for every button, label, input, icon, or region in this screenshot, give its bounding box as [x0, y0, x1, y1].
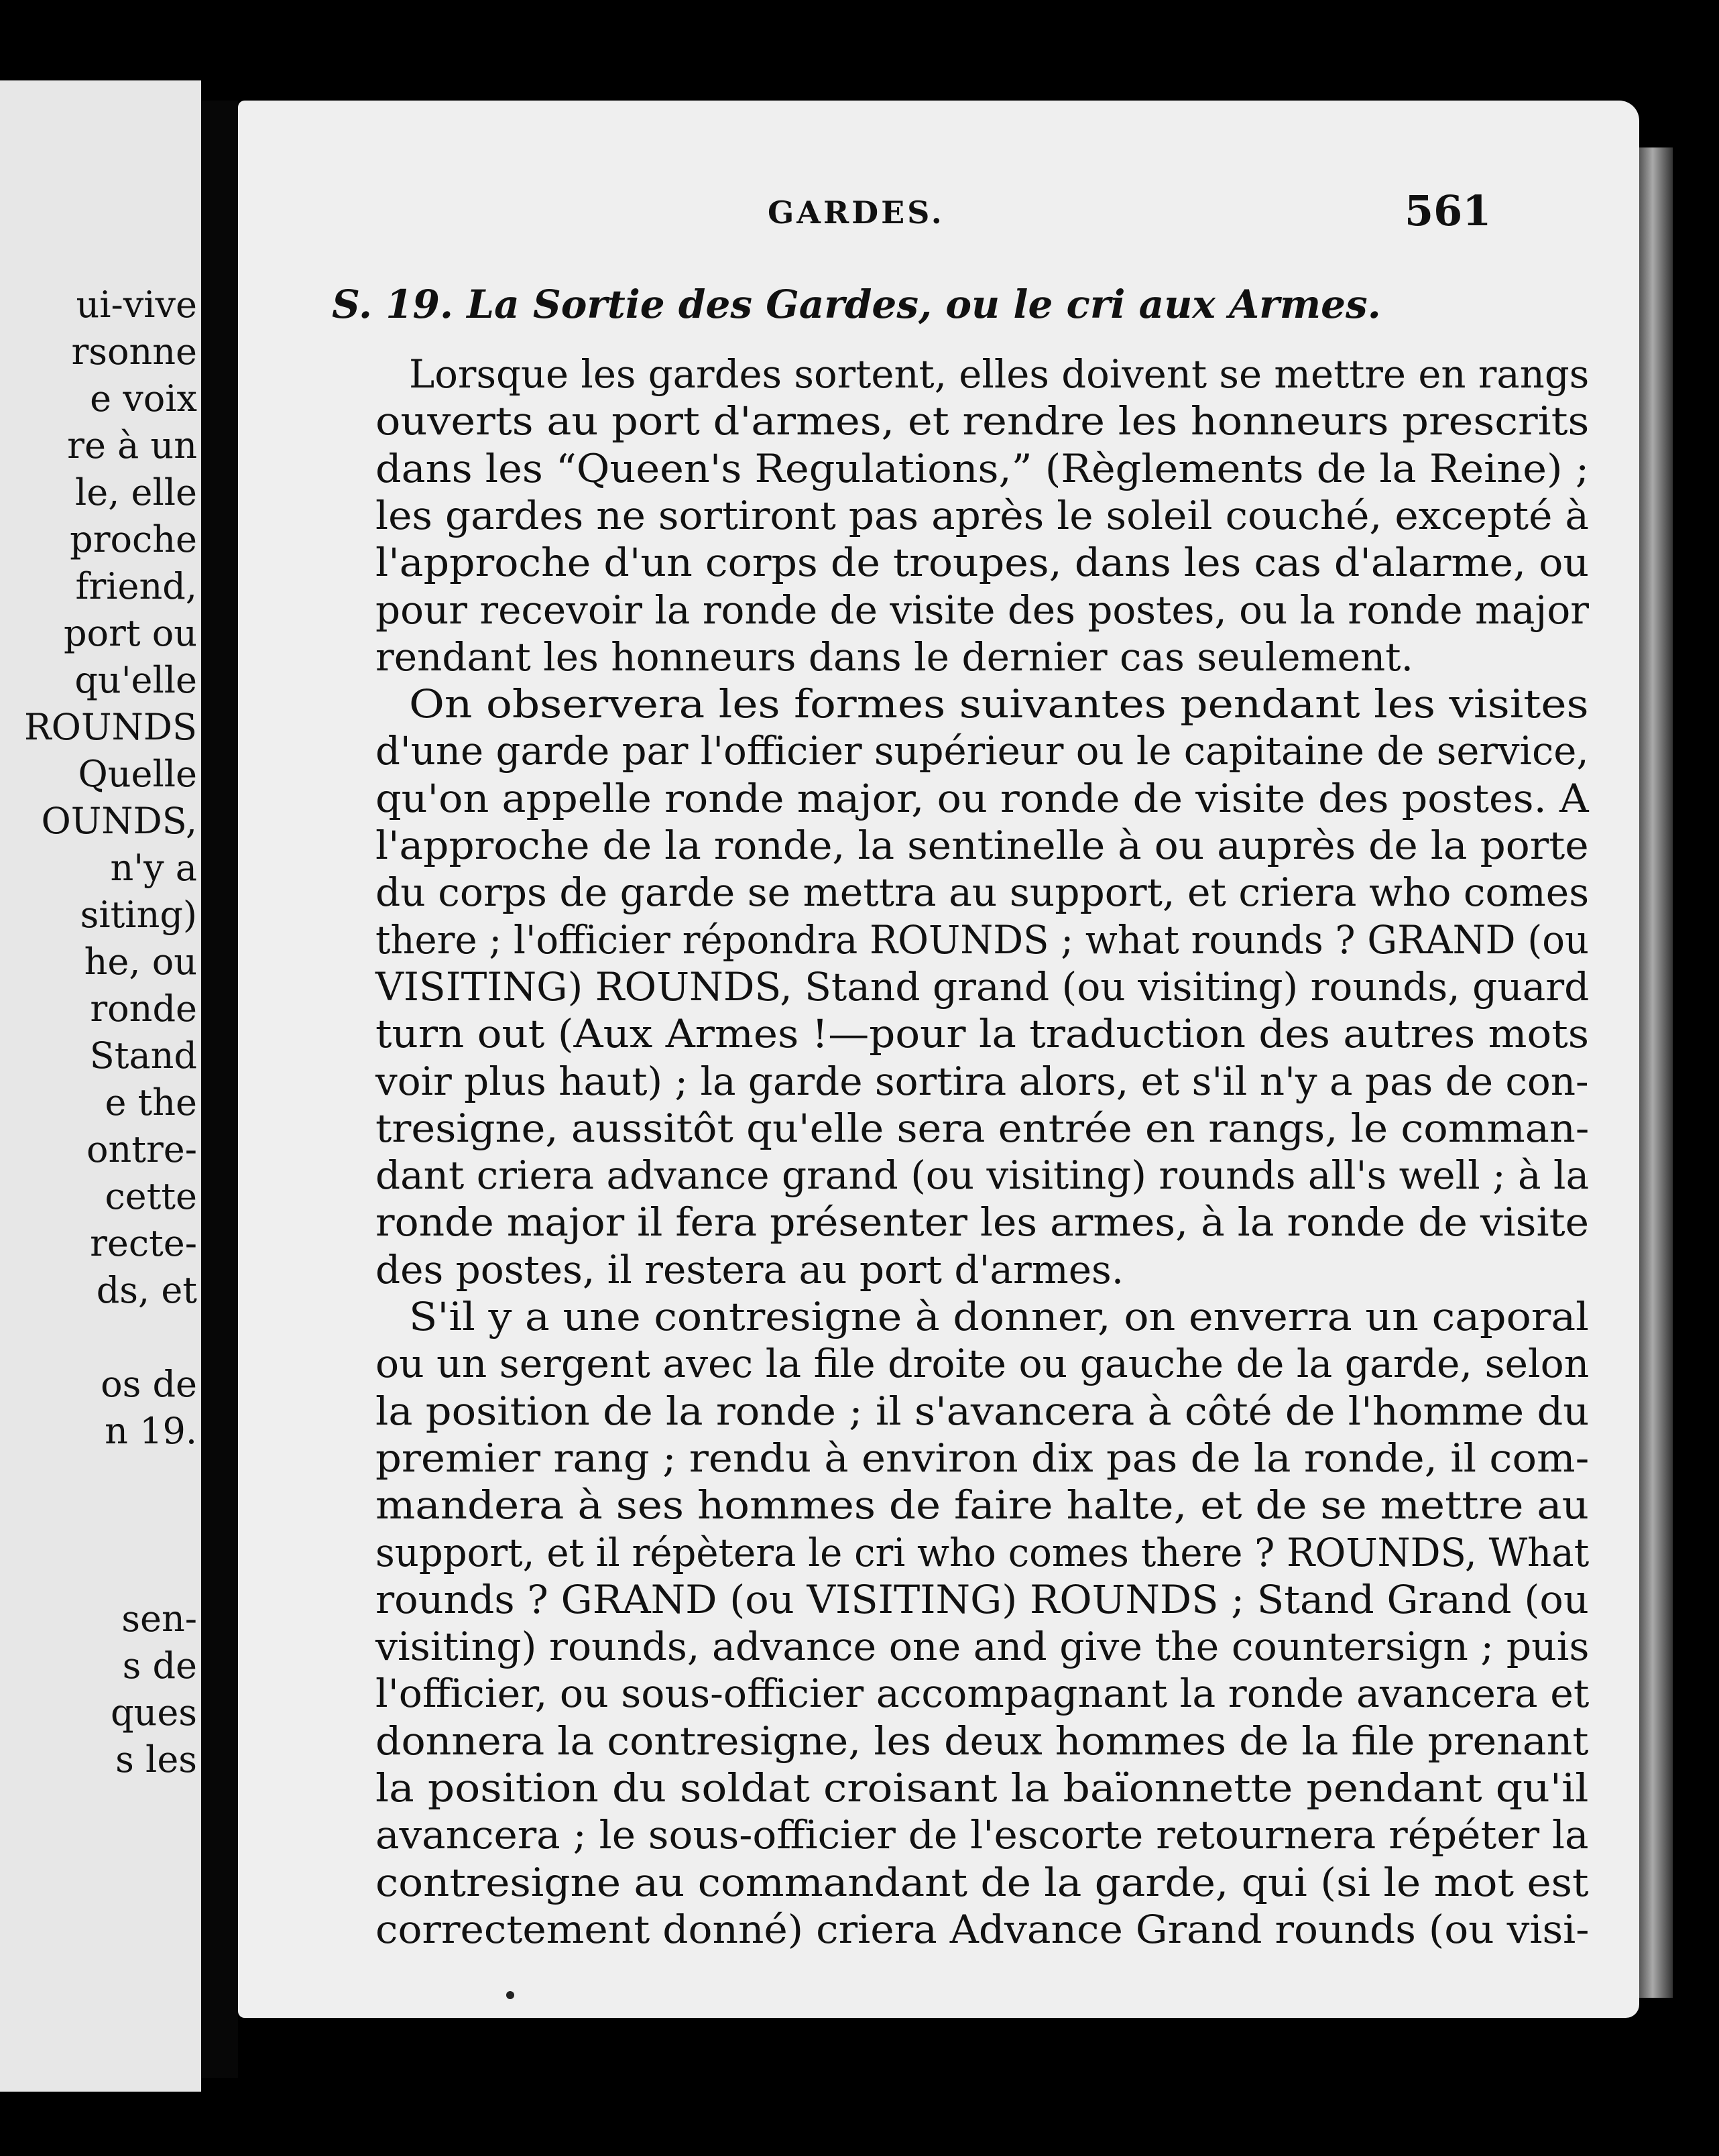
body-line: d'une garde par l'officier supérieur ou le capitaine de service, [375, 728, 1589, 774]
section-title: S. 19. La Sortie des Gardes, ou le cri aux Armes. [332, 282, 1381, 327]
left-page-line: s de [122, 1644, 197, 1687]
left-page-line: ronde [90, 987, 197, 1030]
body-line: pour recevoir la ronde de visite des postes, ou la ronde major [375, 587, 1589, 633]
body-line: ronde major il fera présenter les armes, à la ronde de visite [375, 1199, 1589, 1246]
body-line: ouverts au port d'armes, et rendre les honneurs prescrits [375, 398, 1590, 444]
left-page-line: Stand [89, 1034, 197, 1077]
left-page-line: ontre- [86, 1128, 197, 1171]
body-line: donnera la contresigne, les deux hommes de la file prenant [375, 1718, 1589, 1764]
left-page-line: Quelle [78, 753, 197, 795]
ink-dot [506, 1991, 514, 1999]
body-line: turn out (Aux Armes !—pour la traduction des autres mots [375, 1011, 1590, 1057]
body-line: correctement donné) criera Advance Grand rounds (ou visi- [375, 1906, 1590, 1952]
body-line: VISITING) ROUNDS, Stand grand (ou visiting) rounds, guard [375, 963, 1590, 1010]
body-line: dans les “Queen's Regulations,” (Règlements de la Reine) ; [375, 445, 1590, 491]
left-page-line: re à un [67, 424, 197, 467]
running-head: GARDES. [768, 194, 945, 231]
left-page-line: OUNDS, [41, 800, 197, 842]
left-page-line: n'y a [110, 847, 197, 889]
left-page-line: he, ou [84, 941, 197, 983]
body-line: des postes, il restera au port d'armes. [375, 1246, 1124, 1293]
body-line: contresigne au commandant de la garde, qui (si le mot est [375, 1859, 1589, 1905]
left-page-line: proche [70, 518, 197, 560]
left-page-line: cette [105, 1175, 197, 1217]
left-page-line: os de [101, 1363, 197, 1405]
page-edge [1639, 147, 1673, 1998]
left-page-line: port ou [63, 612, 197, 654]
left-page-line: qu'elle [74, 659, 197, 701]
left-page-line: rsonne [71, 331, 197, 373]
left-page-line: e the [105, 1081, 197, 1124]
body-line: la position de la ronde ; il s'avancera à côté de l'homme du [375, 1388, 1590, 1434]
body-line: tresigne, aussitôt qu'elle sera entrée en rangs, le comman- [375, 1105, 1590, 1151]
left-page-line: siting) [80, 894, 197, 936]
left-page-fragment [0, 80, 201, 2092]
body-line: voir plus haut) ; la garde sortira alors, et s'il n'y a pas de con- [375, 1058, 1589, 1104]
left-page-line: n 19. [105, 1410, 197, 1452]
body-line: les gardes ne sortiront pas après le soleil couché, excepté à [375, 492, 1589, 538]
body-line: dant criera advance grand (ou visiting) rounds all's well ; à la [375, 1152, 1590, 1199]
left-page-line: ROUNDS [24, 706, 197, 748]
body-line: avancera ; le sous-officier de l'escorte retournera répéter la [375, 1812, 1589, 1858]
left-page-line: le, elle [74, 471, 197, 514]
body-line: Lorsque les gardes sortent, elles doivent se mettre en rangs [409, 351, 1590, 397]
body-line: l'officier, ou sous-officier accompagnant la ronde avancera et [375, 1671, 1590, 1717]
left-page-line: ques [110, 1691, 197, 1734]
body-line: visiting) rounds, advance one and give the countersign ; puis [375, 1624, 1590, 1670]
left-page-line: s les [115, 1738, 197, 1781]
body-line: S'il y a une contresigne à donner, on enverra un caporal [409, 1294, 1589, 1339]
body-line: ou un sergent avec la file droite ou gauche de la garde, selon [375, 1341, 1590, 1387]
left-page-line: e voix [90, 377, 197, 420]
body-line: la position du soldat croisant la baïonnette pendant qu'il [375, 1765, 1589, 1811]
left-page-line: friend, [75, 565, 197, 607]
book-gutter [201, 101, 238, 2078]
body-line: support, et il répètera le cri who comes there ? ROUNDS, What [375, 1529, 1590, 1575]
body-line: rendant les honneurs dans le dernier cas seulement. [375, 634, 1414, 680]
body-line: there ; l'officier répondra ROUNDS ; what rounds ? GRAND (ou [375, 916, 1589, 963]
body-line: premier rang ; rendu à environ dix pas de la ronde, il com- [375, 1435, 1590, 1481]
body-line: l'approche d'un corps de troupes, dans les cas d'alarme, ou [375, 540, 1590, 586]
body-line: l'approche de la ronde, la sentinelle à ou auprès de la porte [375, 823, 1589, 868]
left-page-line: ds, et [96, 1269, 197, 1311]
body-line: du corps de garde se mettra au support, et criera who comes [375, 870, 1590, 916]
body-line: On observera les formes suivantes pendant les visites [409, 681, 1589, 727]
page-number: 561 [1405, 186, 1492, 235]
left-page-line: ui-vive [76, 284, 197, 326]
body-line: mandera à ses hommes de faire halte, et de se mettre au [375, 1482, 1590, 1529]
body-line: rounds ? GRAND (ou VISITING) ROUNDS ; Stand Grand (ou [375, 1576, 1589, 1622]
body-line: qu'on appelle ronde major, ou ronde de visite des postes. A [375, 775, 1589, 821]
book-page [238, 101, 1639, 2018]
left-page-line: sen- [121, 1598, 197, 1640]
left-page-line: recte- [90, 1222, 197, 1264]
